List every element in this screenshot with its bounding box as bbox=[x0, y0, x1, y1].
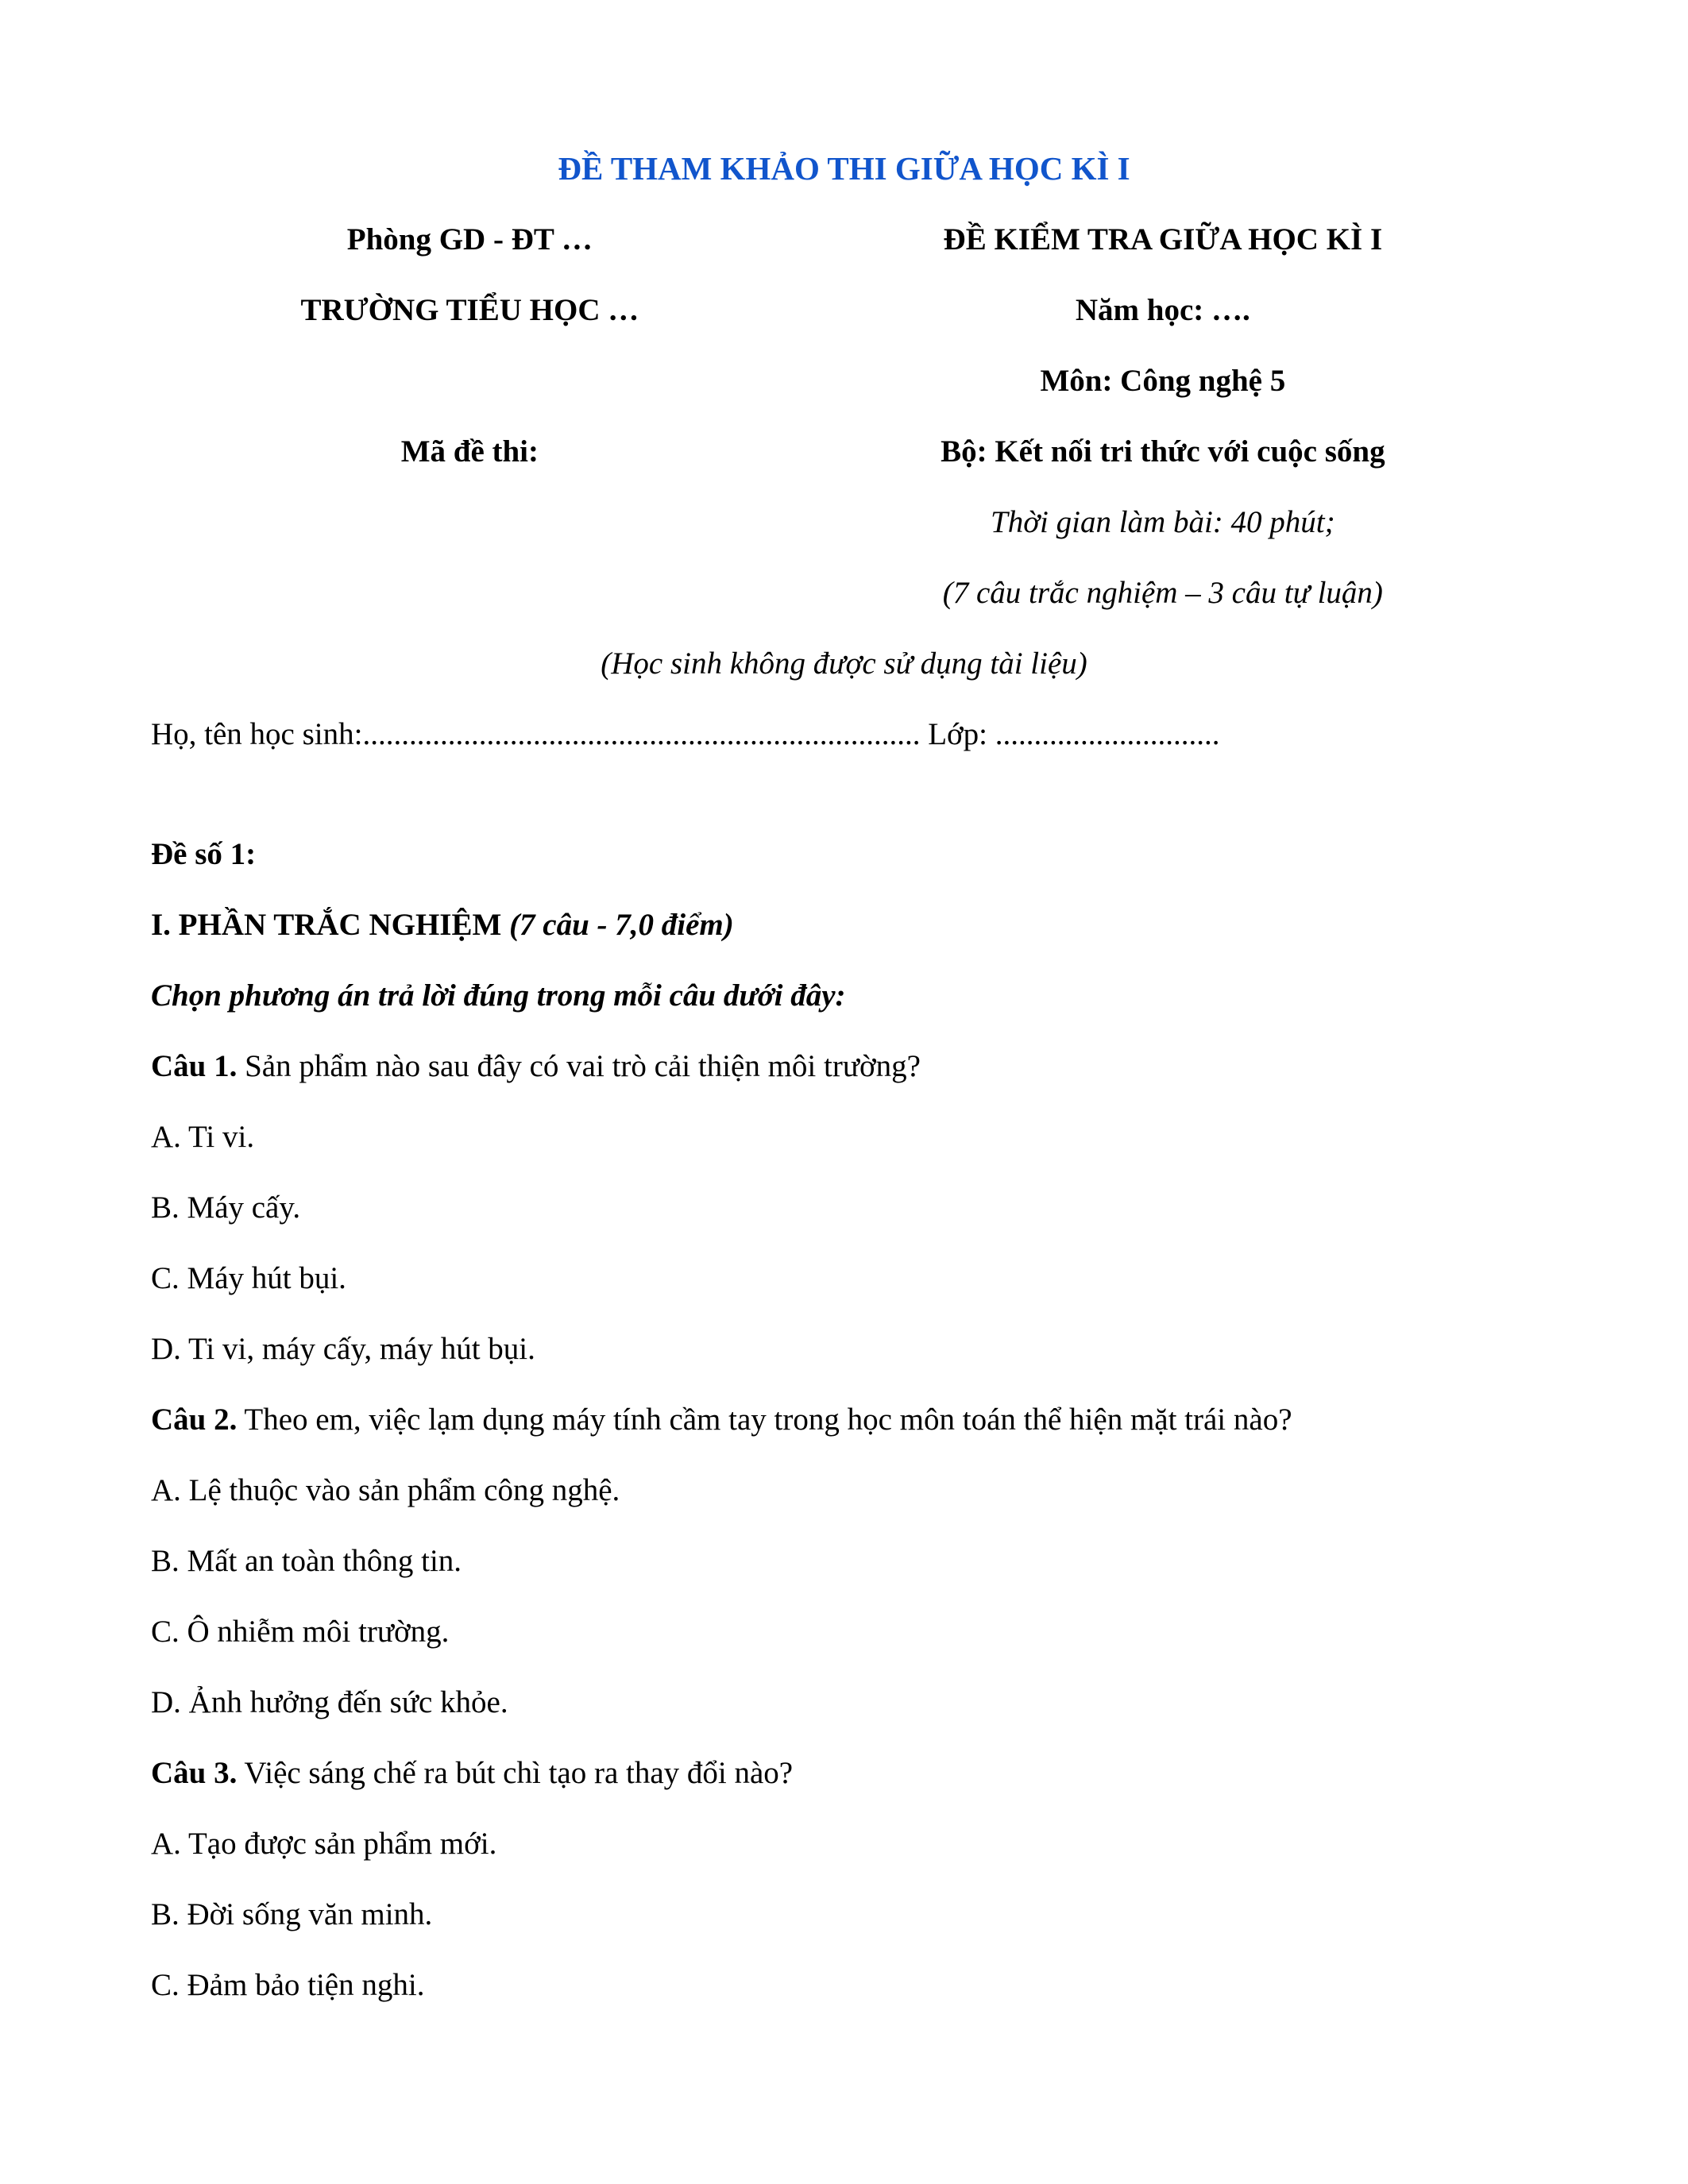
header-row bbox=[151, 275, 1537, 345]
question-3-prompt bbox=[151, 1738, 1537, 1808]
section-1-instruction: Chọn phương án trả lời đúng trong mỗi câu dưới đây: bbox=[151, 978, 846, 1013]
header-row bbox=[151, 345, 1537, 416]
question-1-option-a: A. Ti vi. bbox=[151, 1120, 255, 1154]
header-right-school-year: Năm học: …. bbox=[1075, 293, 1250, 327]
question-2-text: Theo em, việc lạm dụng máy tính cầm tay trong học môn toán thể hiện mặt trái nào? bbox=[244, 1403, 1292, 1437]
question-3-label: Câu 3. bbox=[151, 1756, 238, 1790]
question-3-option-c: C. Đảm bảo tiện nghi. bbox=[151, 1968, 425, 2002]
exam-body bbox=[151, 819, 1537, 2020]
question-1-prompt bbox=[151, 1031, 1537, 1102]
question-2-label: Câu 2. bbox=[151, 1403, 238, 1437]
question-2-prompt bbox=[151, 1384, 1537, 1455]
header-left-blank-3 bbox=[151, 558, 789, 628]
header-row bbox=[151, 487, 1537, 558]
header-left-exam-code: Mã đề thi: bbox=[400, 434, 539, 469]
student-name-line: Họ, tên học sinh:........................................................................ Lớp: ............................. bbox=[151, 717, 1220, 751]
header-left-dept: Phòng GD - ĐT … bbox=[346, 222, 593, 257]
section-1-heading bbox=[151, 889, 1537, 960]
no-materials-note: (Học sinh không được sử dụng tài liệu) bbox=[601, 646, 1087, 681]
question-3-option-b: B. Đời sống văn minh. bbox=[151, 1897, 433, 1931]
header-right-question-count: (7 câu trắc nghiệm – 3 câu tự luận) bbox=[942, 576, 1383, 610]
question-2-option-d: D. Ảnh hưởng đến sức khỏe. bbox=[151, 1685, 508, 1719]
question-2-option-c: C. Ô nhiễm môi trường. bbox=[151, 1615, 450, 1649]
header-left-blank-1 bbox=[151, 345, 789, 416]
question-3-option-a: A. Tạo được sản phẩm mới. bbox=[151, 1827, 497, 1861]
header-row bbox=[151, 416, 1537, 487]
header-right-duration: Thời gian làm bài: 40 phút; bbox=[991, 505, 1335, 539]
question-1-text: Sản phẩm nào sau đây có vai trò cải thiện môi trường? bbox=[245, 1049, 921, 1083]
header-left-school: TRƯỜNG TIỂU HỌC … bbox=[300, 293, 639, 327]
page-title: ĐỀ THAM KHẢO THI GIỮA HỌC KÌ I bbox=[558, 150, 1130, 187]
header-right-exam-title: ĐỀ KIỂM TRA GIỮA HỌC KÌ I bbox=[943, 222, 1383, 257]
header-right-subject: Môn: Công nghệ 5 bbox=[1040, 364, 1286, 398]
section-1-points: (7 câu - 7,0 điểm) bbox=[509, 908, 734, 942]
question-2-option-a: A. Lệ thuộc vào sản phẩm công nghệ. bbox=[151, 1473, 620, 1507]
header-row bbox=[151, 204, 1537, 275]
question-1-option-b: B. Máy cấy. bbox=[151, 1190, 301, 1225]
section-1-title: I. PHẦN TRẮC NGHIỆM bbox=[151, 908, 502, 942]
question-1-option-d: D. Ti vi, máy cấy, máy hút bụi. bbox=[151, 1332, 535, 1366]
header-left-blank-2 bbox=[151, 487, 789, 558]
question-3-text: Việc sáng chế ra bút chì tạo ra thay đổi nào? bbox=[244, 1756, 794, 1790]
question-1-label: Câu 1. bbox=[151, 1049, 238, 1083]
header-row bbox=[151, 558, 1537, 628]
question-2-option-b: B. Mất an toàn thông tin. bbox=[151, 1544, 462, 1578]
exam-set-label: Đề số 1: bbox=[151, 837, 257, 871]
header-right-book-series: Bộ: Kết nối tri thức với cuộc sống bbox=[941, 434, 1385, 469]
question-1-option-c: C. Máy hút bụi. bbox=[151, 1261, 346, 1295]
